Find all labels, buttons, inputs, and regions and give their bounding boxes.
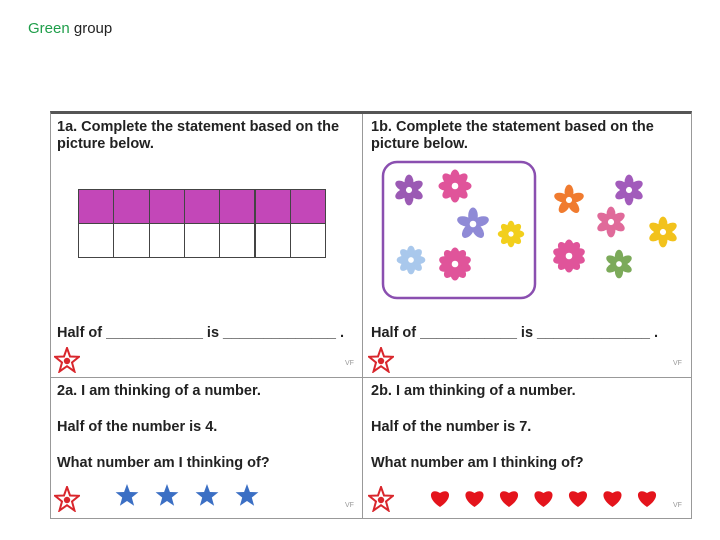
q2b-line1: 2b. I am thinking of a number. bbox=[371, 383, 576, 399]
flower-icon bbox=[439, 170, 472, 203]
q1a-footer: VF bbox=[345, 360, 354, 367]
flower-icon bbox=[553, 185, 585, 215]
flower-icon bbox=[605, 250, 634, 279]
question-2a bbox=[51, 378, 362, 519]
star-badge-icon bbox=[54, 347, 80, 373]
question-1b bbox=[363, 114, 691, 377]
star-badge-icon bbox=[368, 486, 394, 512]
grid-cell bbox=[290, 189, 326, 224]
heart-row bbox=[423, 485, 673, 511]
star-badge-icon bbox=[54, 486, 80, 512]
blue-star-icon bbox=[236, 484, 259, 506]
grid-cell bbox=[149, 189, 185, 224]
q2a-line1: 2a. I am thinking of a number. bbox=[57, 383, 261, 399]
q2a-line2: Half of the number is 4. bbox=[57, 419, 218, 435]
q1b-prompt: 1b. Complete the statement based on the picture below. bbox=[371, 119, 654, 152]
blue-star-icon bbox=[196, 484, 219, 506]
title-green-word: Green bbox=[28, 20, 70, 37]
q1b-statement: Half of ____________ is ______________ . bbox=[371, 325, 659, 341]
grid-cell bbox=[78, 189, 114, 224]
blue-star-icon bbox=[116, 484, 139, 506]
red-heart-icon bbox=[603, 491, 621, 507]
q2b-footer: VF bbox=[673, 502, 682, 509]
flower-icon bbox=[647, 217, 678, 248]
grid-cell bbox=[78, 223, 114, 258]
red-heart-icon bbox=[500, 491, 518, 507]
red-heart-icon bbox=[465, 491, 483, 507]
grid-cell bbox=[255, 223, 291, 258]
red-heart-icon bbox=[638, 491, 656, 507]
grid-cell bbox=[255, 189, 291, 224]
flower-icon bbox=[595, 207, 626, 238]
grid-cell bbox=[219, 189, 255, 224]
q2a-line3: What number am I thinking of? bbox=[57, 455, 270, 471]
red-heart-icon bbox=[534, 491, 552, 507]
q2b-line3: What number am I thinking of? bbox=[371, 455, 584, 471]
q2a-footer: VF bbox=[345, 502, 354, 509]
question-2b bbox=[363, 378, 691, 519]
flower-icon bbox=[498, 221, 524, 247]
q1b-footer: VF bbox=[673, 360, 682, 367]
q2b-line2: Half of the number is 7. bbox=[371, 419, 532, 435]
grid-cell bbox=[149, 223, 185, 258]
flower-icon bbox=[552, 240, 586, 273]
q1a-prompt: 1a. Complete the statement based on the picture below. bbox=[57, 119, 340, 152]
page-title bbox=[28, 20, 112, 37]
flower-icon bbox=[393, 175, 424, 206]
grid-cell bbox=[219, 223, 255, 258]
title-rest: group bbox=[69, 20, 113, 37]
flower-icon bbox=[613, 175, 644, 206]
flower-picture bbox=[363, 152, 691, 302]
grid-cell bbox=[290, 223, 326, 258]
red-heart-icon bbox=[569, 491, 587, 507]
question-1a bbox=[51, 114, 362, 377]
flower-icon bbox=[456, 208, 490, 241]
fraction-grid bbox=[78, 189, 325, 257]
flower-icon bbox=[438, 248, 472, 281]
star-row bbox=[111, 482, 281, 510]
worksheet bbox=[50, 111, 692, 519]
grid-cell bbox=[113, 189, 149, 224]
grid-cell bbox=[184, 189, 220, 224]
grid-cell bbox=[113, 223, 149, 258]
q1a-statement: Half of ____________ is ______________ . bbox=[57, 325, 345, 341]
star-badge-icon bbox=[368, 347, 394, 373]
red-heart-icon bbox=[431, 491, 449, 507]
blue-star-icon bbox=[156, 484, 179, 506]
flower-icon bbox=[397, 246, 426, 275]
grid-cell bbox=[184, 223, 220, 258]
